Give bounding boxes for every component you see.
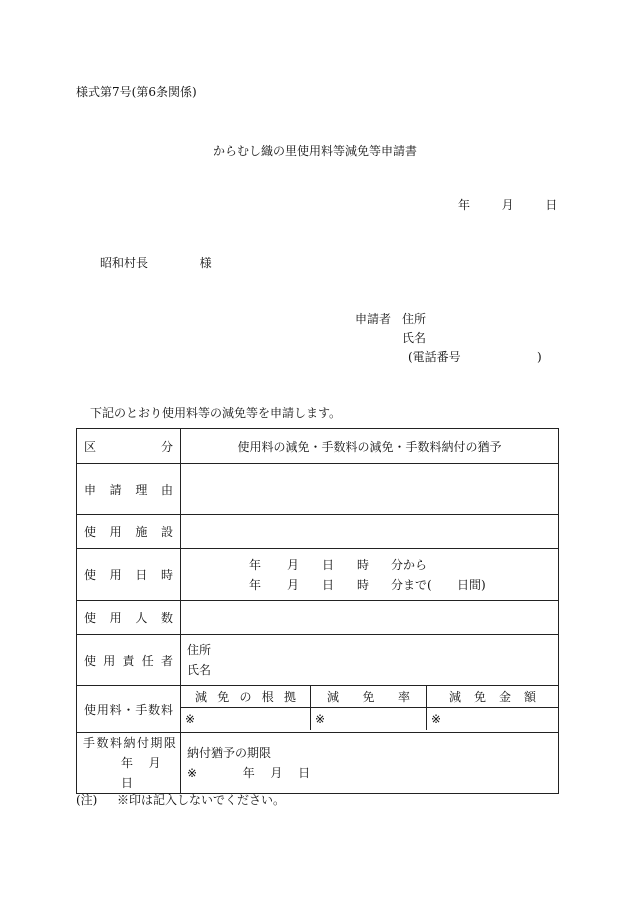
applicant-label: 申請者 (355, 312, 392, 326)
deadline-label: 手 数 料 納 付 期 限 (83, 736, 176, 750)
people-label: 使 用 人 数 (84, 611, 173, 625)
responsible-address-label: 住所 (187, 643, 212, 657)
application-table (76, 428, 559, 794)
row-deadline (77, 733, 559, 794)
responsible-label-cell (77, 635, 181, 686)
applicant-address-label: 住所 (402, 312, 427, 326)
grace-date-line (187, 763, 558, 783)
responsible-label: 使 用 責 任 者 (84, 653, 173, 668)
dt1-day: 日 (322, 557, 335, 572)
fees-col1-mark: ※ (185, 712, 196, 726)
dt2-tail: 分まで( (391, 577, 432, 592)
fees-label-cell (77, 686, 181, 733)
fees-col3-input[interactable] (427, 708, 558, 730)
dt2-month: 月 (287, 577, 300, 592)
date-day: 日 (545, 198, 558, 212)
datetime-label: 使 用 日 時 (84, 568, 173, 582)
dt1-tail: 分から (391, 557, 428, 572)
grace-mark: ※ (187, 766, 198, 780)
fees-col3-header: 減 免 金 額 (449, 690, 536, 704)
addressee (100, 256, 212, 270)
addressee-name: 昭和村長 (100, 256, 149, 270)
fees-label: 使 用 料 ・ 手 数 料 (84, 702, 173, 717)
intro-text: 下記のとおり使用料等の減免等を申請します。 (90, 406, 342, 420)
row-fees (77, 686, 559, 733)
grace-month: 月 (270, 766, 283, 780)
dt1-year: 年 (249, 557, 262, 572)
dt1-hour: 時 (357, 557, 370, 572)
fees-col2-mark: ※ (315, 712, 326, 726)
row-reason (77, 464, 559, 515)
facility-field[interactable] (181, 515, 559, 549)
dt2-days: 日間) (457, 577, 486, 592)
footnote-text: ※印は記入しないでください。 (117, 793, 286, 807)
reason-field[interactable] (181, 464, 559, 515)
responsible-name-label: 氏名 (187, 663, 212, 677)
responsible-field[interactable] (181, 635, 559, 686)
facility-label-cell (77, 515, 181, 549)
applicant-name-label: 氏名 (402, 331, 427, 345)
fees-col1-header-cell (181, 686, 311, 708)
row-datetime (77, 549, 559, 601)
footnote (76, 793, 285, 807)
row-people (77, 601, 559, 635)
addressee-honorific: 様 (199, 256, 212, 270)
category-value[interactable]: 使用料の減免・手数料の減免・手数料納付の猶予 (181, 429, 559, 464)
grace-day: 日 (298, 766, 311, 780)
datetime-field[interactable] (181, 549, 559, 601)
datetime-label-cell (77, 549, 181, 601)
category-label (84, 438, 173, 455)
applicant-phone-close: ) (537, 350, 542, 364)
form-number: 様式第7号(第6条関係) (76, 85, 197, 99)
document-title: からむし織の里使用料等減免等申請書 (212, 144, 417, 158)
deadline-label-month: 月 (148, 756, 161, 770)
row-responsible (77, 635, 559, 686)
category-label-cell (77, 429, 181, 464)
people-label-cell (77, 601, 181, 635)
fees-col3-header-cell (427, 686, 558, 708)
dt2-year: 年 (249, 577, 262, 592)
fees-col2-header-cell (311, 686, 427, 708)
category-label-text: 区 分 (84, 439, 173, 454)
dt2-day: 日 (322, 577, 335, 592)
facility-label: 使 用 施 設 (84, 525, 173, 539)
fees-col2-header: 減 免 率 (327, 690, 410, 704)
deadline-label-date (83, 753, 176, 793)
fees-col1-input[interactable] (181, 708, 311, 730)
deadline-label-day: 日 (121, 776, 134, 790)
dt1-month: 月 (287, 557, 300, 572)
dt2-hour: 時 (357, 577, 370, 592)
grace-label: 納付猶予の期限 (187, 746, 272, 760)
fees-field (181, 686, 559, 733)
row-category (77, 429, 559, 464)
deadline-label-year: 年 (121, 756, 134, 770)
reason-label: 申 請 理 由 (84, 482, 173, 497)
deadline-label-cell (77, 733, 181, 794)
date-line (458, 198, 557, 212)
people-field[interactable] (181, 601, 559, 635)
fees-col2-input[interactable] (311, 708, 427, 730)
footnote-prefix: (注) (76, 793, 98, 807)
grace-year: 年 (242, 766, 255, 780)
fees-col1-header: 減 免 の 根 拠 (195, 690, 296, 704)
date-month: 月 (501, 198, 514, 212)
fees-col3-mark: ※ (431, 712, 442, 726)
row-facility (77, 515, 559, 549)
applicant-phone-open: (電話番号 (408, 350, 461, 364)
deadline-field[interactable] (181, 733, 559, 794)
reason-label-cell (77, 464, 181, 515)
date-year: 年 (458, 198, 471, 212)
